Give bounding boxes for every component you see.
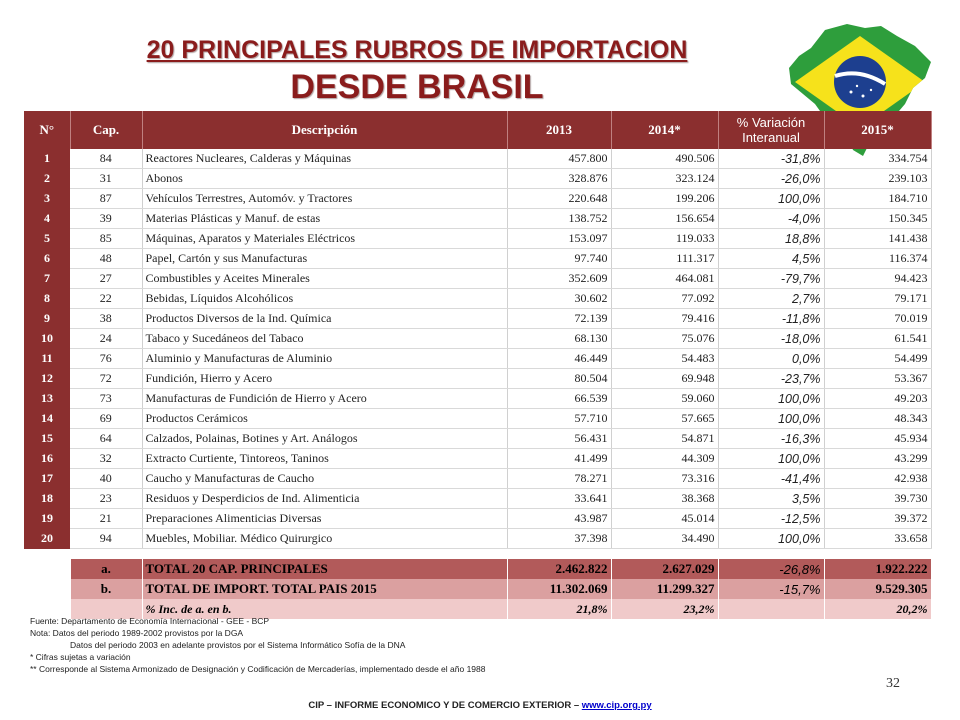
- row-description: Fundición, Hierro y Acero: [142, 369, 507, 389]
- row-variation: -79,7%: [718, 269, 824, 289]
- table-row: [24, 369, 931, 389]
- row-chapter: 48: [70, 249, 142, 269]
- row-variation: -11,8%: [718, 309, 824, 329]
- row-value-2013: 80.504: [507, 369, 611, 389]
- table-row: [24, 409, 931, 429]
- row-chapter: 38: [70, 309, 142, 329]
- row-chapter: 39: [70, 209, 142, 229]
- summary-row: [24, 559, 931, 579]
- footnote-provisional: * Cifras sujetas a variación: [30, 652, 131, 662]
- page-subtitle: DESDE BRASIL: [290, 68, 544, 106]
- row-chapter: 27: [70, 269, 142, 289]
- row-number: 2: [24, 169, 70, 189]
- row-chapter: 69: [70, 409, 142, 429]
- row-description: Abonos: [142, 169, 507, 189]
- footnote-note: Nota: Datos del periodo 1989-2002 provistos por la DGA: [30, 628, 244, 638]
- row-value-2013: 153.097: [507, 229, 611, 249]
- row-chapter: 31: [70, 169, 142, 189]
- row-description: Materias Plásticas y Manuf. de estas: [142, 209, 507, 229]
- row-value-2014: 323.124: [611, 169, 718, 189]
- row-description: Preparaciones Alimenticias Diversas: [142, 509, 507, 529]
- summary-variation: -15,7%: [718, 579, 824, 599]
- row-value-2013: 220.648: [507, 189, 611, 209]
- page-title: 20 PRINCIPALES RUBROS DE IMPORTACION: [146, 36, 688, 64]
- row-value-2014: 111.317: [611, 249, 718, 269]
- summary-variation: -26,8%: [718, 559, 824, 579]
- table-row: [24, 509, 931, 529]
- table-row: [24, 209, 931, 229]
- row-description: Productos Cerámicos: [142, 409, 507, 429]
- row-value-2015: 239.103: [824, 169, 931, 189]
- row-chapter: 40: [70, 469, 142, 489]
- table-row: [24, 269, 931, 289]
- row-value-2013: 78.271: [507, 469, 611, 489]
- page-number: 32: [886, 676, 900, 691]
- row-chapter: 84: [70, 149, 142, 169]
- summary-label: b.: [70, 579, 142, 599]
- row-description: Productos Diversos de la Ind. Química: [142, 309, 507, 329]
- row-value-2015: 42.938: [824, 469, 931, 489]
- row-value-2015: 61.541: [824, 329, 931, 349]
- footnote-source: Fuente: Departamento de Economía Internacional - GEE - BCP: [30, 616, 270, 626]
- row-value-2014: 73.316: [611, 469, 718, 489]
- row-value-2015: 141.438: [824, 229, 931, 249]
- row-value-2014: 44.309: [611, 449, 718, 469]
- row-variation: 100,0%: [718, 189, 824, 209]
- row-variation: -41,4%: [718, 469, 824, 489]
- col-header-description: Descripción: [142, 111, 507, 149]
- row-value-2014: 119.033: [611, 229, 718, 249]
- summary-description: TOTAL DE IMPORT. TOTAL PAIS 2015: [142, 579, 507, 599]
- spacer-cell: [24, 549, 70, 560]
- row-variation: 100,0%: [718, 449, 824, 469]
- row-chapter: 32: [70, 449, 142, 469]
- row-variation: 0,0%: [718, 349, 824, 369]
- row-chapter: 24: [70, 329, 142, 349]
- row-value-2014: 34.490: [611, 529, 718, 549]
- summary-description: TOTAL 20 CAP. PRINCIPALES: [142, 559, 507, 579]
- row-description: Papel, Cartón y sus Manufacturas: [142, 249, 507, 269]
- footnote-harmonized: ** Corresponde al Sistema Armonizado de Designación y Codificación de Mercaderías, implementado desde el año 1988: [30, 664, 486, 674]
- row-description: Combustibles y Aceites Minerales: [142, 269, 507, 289]
- row-value-2015: 79.171: [824, 289, 931, 309]
- row-value-2013: 138.752: [507, 209, 611, 229]
- summary-value-2013: 11.302.069: [507, 579, 611, 599]
- row-number: 13: [24, 389, 70, 409]
- row-variation: 18,8%: [718, 229, 824, 249]
- summary-value-2013: 2.462.822: [507, 559, 611, 579]
- row-value-2015: 54.499: [824, 349, 931, 369]
- summary-value-2015: 9.529.305: [824, 579, 931, 599]
- spacer-cell: [824, 549, 931, 560]
- row-description: Máquinas, Aparatos y Materiales Eléctricos: [142, 229, 507, 249]
- table-row: [24, 449, 931, 469]
- row-value-2015: 334.754: [824, 149, 931, 169]
- row-value-2013: 43.987: [507, 509, 611, 529]
- row-description: Bebidas, Líquidos Alcohólicos: [142, 289, 507, 309]
- row-variation: 100,0%: [718, 409, 824, 429]
- row-chapter: 72: [70, 369, 142, 389]
- row-number: 15: [24, 429, 70, 449]
- table-row: [24, 389, 931, 409]
- summary-blank-cell: [24, 579, 70, 599]
- footer-text: CIP – INFORME ECONOMICO Y DE COMERCIO EXTERIOR –: [308, 700, 582, 711]
- row-variation: -26,0%: [718, 169, 824, 189]
- row-variation: 100,0%: [718, 389, 824, 409]
- row-description: Manufacturas de Fundición de Hierro y Acero: [142, 389, 507, 409]
- row-number: 8: [24, 289, 70, 309]
- row-value-2013: 66.539: [507, 389, 611, 409]
- row-variation: 100,0%: [718, 529, 824, 549]
- row-description: Tabaco y Sucedáneos del Tabaco: [142, 329, 507, 349]
- row-value-2014: 490.506: [611, 149, 718, 169]
- table-row: [24, 289, 931, 309]
- row-number: 3: [24, 189, 70, 209]
- spacer-cell: [611, 549, 718, 560]
- table-row: [24, 489, 931, 509]
- col-header-chapter: Cap.: [70, 111, 142, 149]
- row-value-2014: 57.665: [611, 409, 718, 429]
- row-value-2013: 33.641: [507, 489, 611, 509]
- row-value-2013: 37.398: [507, 529, 611, 549]
- summary-value-2014: 11.299.327: [611, 579, 718, 599]
- row-value-2014: 54.871: [611, 429, 718, 449]
- row-value-2015: 39.730: [824, 489, 931, 509]
- summary-blank-cell: [24, 559, 70, 579]
- col-header-number: N°: [24, 111, 70, 149]
- row-value-2014: 69.948: [611, 369, 718, 389]
- table-row: [24, 309, 931, 329]
- row-description: Aluminio y Manufacturas de Aluminio: [142, 349, 507, 369]
- row-value-2014: 156.654: [611, 209, 718, 229]
- row-number: 18: [24, 489, 70, 509]
- table-row: [24, 529, 931, 549]
- row-number: 19: [24, 509, 70, 529]
- table-spacer: [24, 549, 931, 560]
- table-row: [24, 429, 931, 449]
- row-number: 16: [24, 449, 70, 469]
- summary-value-2015: 1.922.222: [824, 559, 931, 579]
- table-row: [24, 249, 931, 269]
- footer-link[interactable]: www.cip.org.py: [581, 700, 652, 711]
- row-value-2013: 56.431: [507, 429, 611, 449]
- summary-description: % Inc. de a. en b.: [142, 599, 507, 619]
- row-number: 5: [24, 229, 70, 249]
- row-value-2013: 68.130: [507, 329, 611, 349]
- table-row: [24, 189, 931, 209]
- spacer-cell: [70, 549, 142, 560]
- row-number: 4: [24, 209, 70, 229]
- row-value-2015: 48.343: [824, 409, 931, 429]
- row-number: 11: [24, 349, 70, 369]
- footer: [0, 700, 960, 711]
- row-description: Extracto Curtiente, Tintoreos, Taninos: [142, 449, 507, 469]
- row-number: 7: [24, 269, 70, 289]
- imports-table: [24, 111, 932, 619]
- row-value-2014: 54.483: [611, 349, 718, 369]
- spacer-cell: [142, 549, 507, 560]
- row-value-2015: 33.658: [824, 529, 931, 549]
- row-variation: -12,5%: [718, 509, 824, 529]
- row-value-2014: 79.416: [611, 309, 718, 329]
- row-value-2015: 70.019: [824, 309, 931, 329]
- table-row: [24, 169, 931, 189]
- row-value-2013: 97.740: [507, 249, 611, 269]
- row-variation: 3,5%: [718, 489, 824, 509]
- row-number: 10: [24, 329, 70, 349]
- row-value-2015: 116.374: [824, 249, 931, 269]
- table-row: [24, 469, 931, 489]
- row-value-2013: 46.449: [507, 349, 611, 369]
- row-value-2013: 352.609: [507, 269, 611, 289]
- row-value-2015: 49.203: [824, 389, 931, 409]
- row-description: Calzados, Polainas, Botines y Art. Análogos: [142, 429, 507, 449]
- row-number: 9: [24, 309, 70, 329]
- col-header-2014: 2014*: [611, 111, 718, 149]
- row-value-2015: 184.710: [824, 189, 931, 209]
- table-row: [24, 349, 931, 369]
- row-chapter: 76: [70, 349, 142, 369]
- row-number: 1: [24, 149, 70, 169]
- summary-row: [24, 579, 931, 599]
- row-value-2013: 328.876: [507, 169, 611, 189]
- row-value-2015: 53.367: [824, 369, 931, 389]
- col-header-variation: % Variación Interanual: [718, 111, 824, 149]
- table-row: [24, 329, 931, 349]
- summary-value-2013: 21,8%: [507, 599, 611, 619]
- summary-value-2014: 23,2%: [611, 599, 718, 619]
- col-header-2015: 2015*: [824, 111, 931, 149]
- row-variation: -31,8%: [718, 149, 824, 169]
- row-description: Vehículos Terrestres, Automóv. y Tractores: [142, 189, 507, 209]
- summary-value-2015: 20,2%: [824, 599, 931, 619]
- row-number: 6: [24, 249, 70, 269]
- row-description: Residuos y Desperdicios de Ind. Alimenticia: [142, 489, 507, 509]
- row-value-2014: 38.368: [611, 489, 718, 509]
- row-value-2014: 77.092: [611, 289, 718, 309]
- row-chapter: 22: [70, 289, 142, 309]
- row-value-2013: 41.499: [507, 449, 611, 469]
- row-number: 17: [24, 469, 70, 489]
- footnotes: [30, 614, 486, 677]
- row-chapter: 85: [70, 229, 142, 249]
- row-description: Reactores Nucleares, Calderas y Máquinas: [142, 149, 507, 169]
- footnote-note-cont: Datos del periodo 2003 en adelante provistos por el Sistema Informático Sofía de la DNA: [70, 640, 406, 650]
- row-variation: -18,0%: [718, 329, 824, 349]
- row-variation: -4,0%: [718, 209, 824, 229]
- spacer-cell: [507, 549, 611, 560]
- row-value-2014: 199.206: [611, 189, 718, 209]
- row-value-2013: 57.710: [507, 409, 611, 429]
- row-value-2015: 39.372: [824, 509, 931, 529]
- table-row: [24, 229, 931, 249]
- row-chapter: 87: [70, 189, 142, 209]
- summary-value-2014: 2.627.029: [611, 559, 718, 579]
- row-chapter: 21: [70, 509, 142, 529]
- col-header-2013: 2013: [507, 111, 611, 149]
- row-description: Muebles, Mobiliar. Médico Quirurgico: [142, 529, 507, 549]
- row-value-2014: 59.060: [611, 389, 718, 409]
- row-chapter: 23: [70, 489, 142, 509]
- row-value-2015: 150.345: [824, 209, 931, 229]
- row-chapter: 64: [70, 429, 142, 449]
- row-value-2014: 45.014: [611, 509, 718, 529]
- row-variation: -16,3%: [718, 429, 824, 449]
- row-value-2015: 94.423: [824, 269, 931, 289]
- row-value-2015: 45.934: [824, 429, 931, 449]
- row-chapter: 94: [70, 529, 142, 549]
- row-description: Caucho y Manufacturas de Caucho: [142, 469, 507, 489]
- spacer-cell: [718, 549, 824, 560]
- row-number: 20: [24, 529, 70, 549]
- summary-label: a.: [70, 559, 142, 579]
- row-value-2013: 30.602: [507, 289, 611, 309]
- row-value-2013: 72.139: [507, 309, 611, 329]
- row-value-2014: 75.076: [611, 329, 718, 349]
- table-header: [24, 111, 931, 149]
- row-variation: 4,5%: [718, 249, 824, 269]
- row-chapter: 73: [70, 389, 142, 409]
- row-value-2015: 43.299: [824, 449, 931, 469]
- row-number: 14: [24, 409, 70, 429]
- row-variation: 2,7%: [718, 289, 824, 309]
- table-row: [24, 149, 931, 169]
- row-value-2013: 457.800: [507, 149, 611, 169]
- summary-variation: [718, 599, 824, 619]
- row-variation: -23,7%: [718, 369, 824, 389]
- row-value-2014: 464.081: [611, 269, 718, 289]
- row-number: 12: [24, 369, 70, 389]
